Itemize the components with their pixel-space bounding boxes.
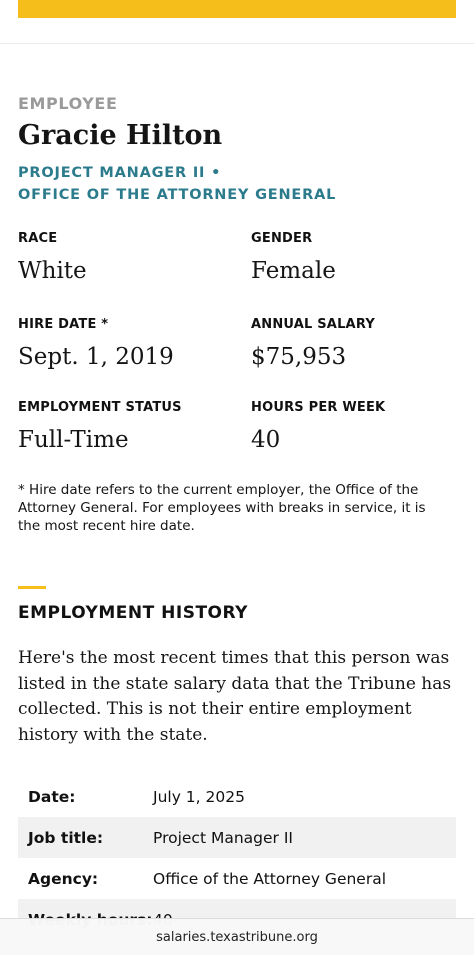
top-divider bbox=[0, 43, 474, 44]
history-value: Office of the Attorney General bbox=[153, 869, 387, 888]
gender-value: Female bbox=[251, 258, 336, 284]
employment-status-label: EMPLOYMENT STATUS bbox=[18, 400, 182, 415]
hire-date-value: Sept. 1, 2019 bbox=[18, 344, 174, 370]
annual-salary-label: ANNUAL SALARY bbox=[251, 317, 375, 332]
gender-label: GENDER bbox=[251, 231, 313, 246]
race-field bbox=[18, 231, 87, 285]
race-value: White bbox=[18, 258, 87, 284]
browser-url-text[interactable]: salaries.texastribune.org bbox=[156, 930, 318, 945]
history-row-job-title bbox=[18, 817, 456, 858]
section-accent-bar bbox=[18, 586, 46, 589]
history-key: Job title: bbox=[28, 828, 104, 847]
history-key: Agency: bbox=[28, 869, 99, 888]
history-row-agency bbox=[18, 858, 456, 899]
race-label: RACE bbox=[18, 231, 58, 246]
hours-per-week-label: HOURS PER WEEK bbox=[251, 400, 386, 415]
employment-status-field bbox=[18, 400, 182, 454]
agency-link[interactable]: OFFICE OF THE ATTORNEY GENERAL bbox=[18, 187, 337, 203]
history-key: Date: bbox=[28, 787, 76, 806]
history-row-date bbox=[18, 776, 456, 817]
gender-field bbox=[251, 231, 336, 285]
employment-status-value: Full-Time bbox=[18, 427, 129, 453]
history-value: July 1, 2025 bbox=[153, 787, 245, 806]
browser-url-bar[interactable] bbox=[0, 918, 474, 955]
employment-history-title: EMPLOYMENT HISTORY bbox=[18, 603, 248, 623]
top-accent-bar bbox=[18, 0, 456, 18]
hours-per-week-value: 40 bbox=[251, 427, 281, 453]
annual-salary-value: $75,953 bbox=[251, 344, 347, 370]
hire-date-field bbox=[18, 317, 174, 371]
annual-salary-field bbox=[251, 317, 375, 371]
employee-header bbox=[18, 94, 456, 206]
hire-date-label: HIRE DATE * bbox=[18, 317, 109, 332]
job-and-agency bbox=[18, 162, 456, 206]
job-title-link[interactable]: PROJECT MANAGER II • bbox=[18, 165, 222, 181]
employment-history-table bbox=[18, 776, 456, 940]
employee-eyebrow: EMPLOYEE bbox=[18, 94, 118, 113]
history-value: Project Manager II bbox=[153, 828, 293, 847]
employee-name: Gracie Hilton bbox=[18, 120, 223, 151]
employment-history-intro: Here's the most recent times that this person was listed in the state salary data that the Tribune has collected. This is not their entire employment history with the state. bbox=[18, 648, 452, 745]
hours-per-week-field bbox=[251, 400, 385, 454]
hire-date-footnote: * Hire date refers to the current employer, the Office of the Attorney General. For employees with breaks in service, it is the most recent hire date. bbox=[18, 482, 426, 534]
